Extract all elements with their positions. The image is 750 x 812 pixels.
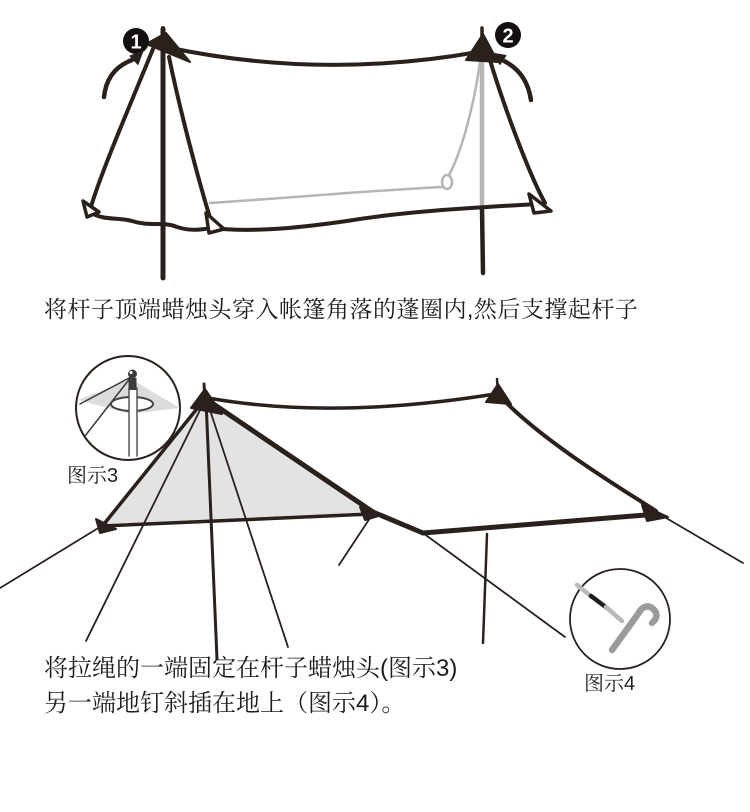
ridge-edge: [208, 394, 495, 408]
left-back-edge: [90, 49, 153, 210]
top-diagram: [83, 22, 551, 278]
step-badge-1: [123, 28, 149, 54]
rope-to-stake: [423, 533, 565, 637]
back-corner-loop-icon: [442, 175, 452, 189]
lift-arrow-right-icon: [492, 53, 531, 100]
left-front-edge: [169, 57, 212, 224]
badge-1-number: 1: [130, 31, 142, 54]
step-badge-2: [495, 22, 521, 48]
ridge-edge: [166, 47, 478, 65]
badge-2-number: 2: [502, 25, 514, 48]
callout-detail-4: [570, 569, 670, 669]
step2-caption: [44, 651, 457, 721]
bottom-diagram: [0, 356, 743, 669]
step1-caption: 将杆子顶端蜡烛头穿入帐篷角落的蓬圈内,然后支撑起杆子: [44, 296, 639, 322]
front-bottom-edge: [423, 514, 658, 533]
tarp-back-edges: [210, 50, 482, 210]
step2-caption-line2: 另一端地钉斜插在地上（图示4）。: [44, 690, 406, 717]
loop-front-left-icon: [206, 213, 224, 233]
bottom-edge: [90, 204, 538, 230]
right-edge: [489, 57, 545, 203]
step2-caption-line1: 将拉绳的一端固定在杆子蜡烛头(图示3): [44, 655, 458, 682]
callout4-label: 图示4: [584, 673, 636, 695]
far-pole: [483, 534, 487, 643]
callout-detail-3: [76, 356, 180, 460]
callout3-label: 图示3: [67, 465, 119, 487]
tarp-outline: [90, 47, 545, 230]
right-pole-lower: [482, 208, 483, 273]
pole-tip-icon: [128, 370, 137, 458]
right-edge: [500, 396, 656, 511]
